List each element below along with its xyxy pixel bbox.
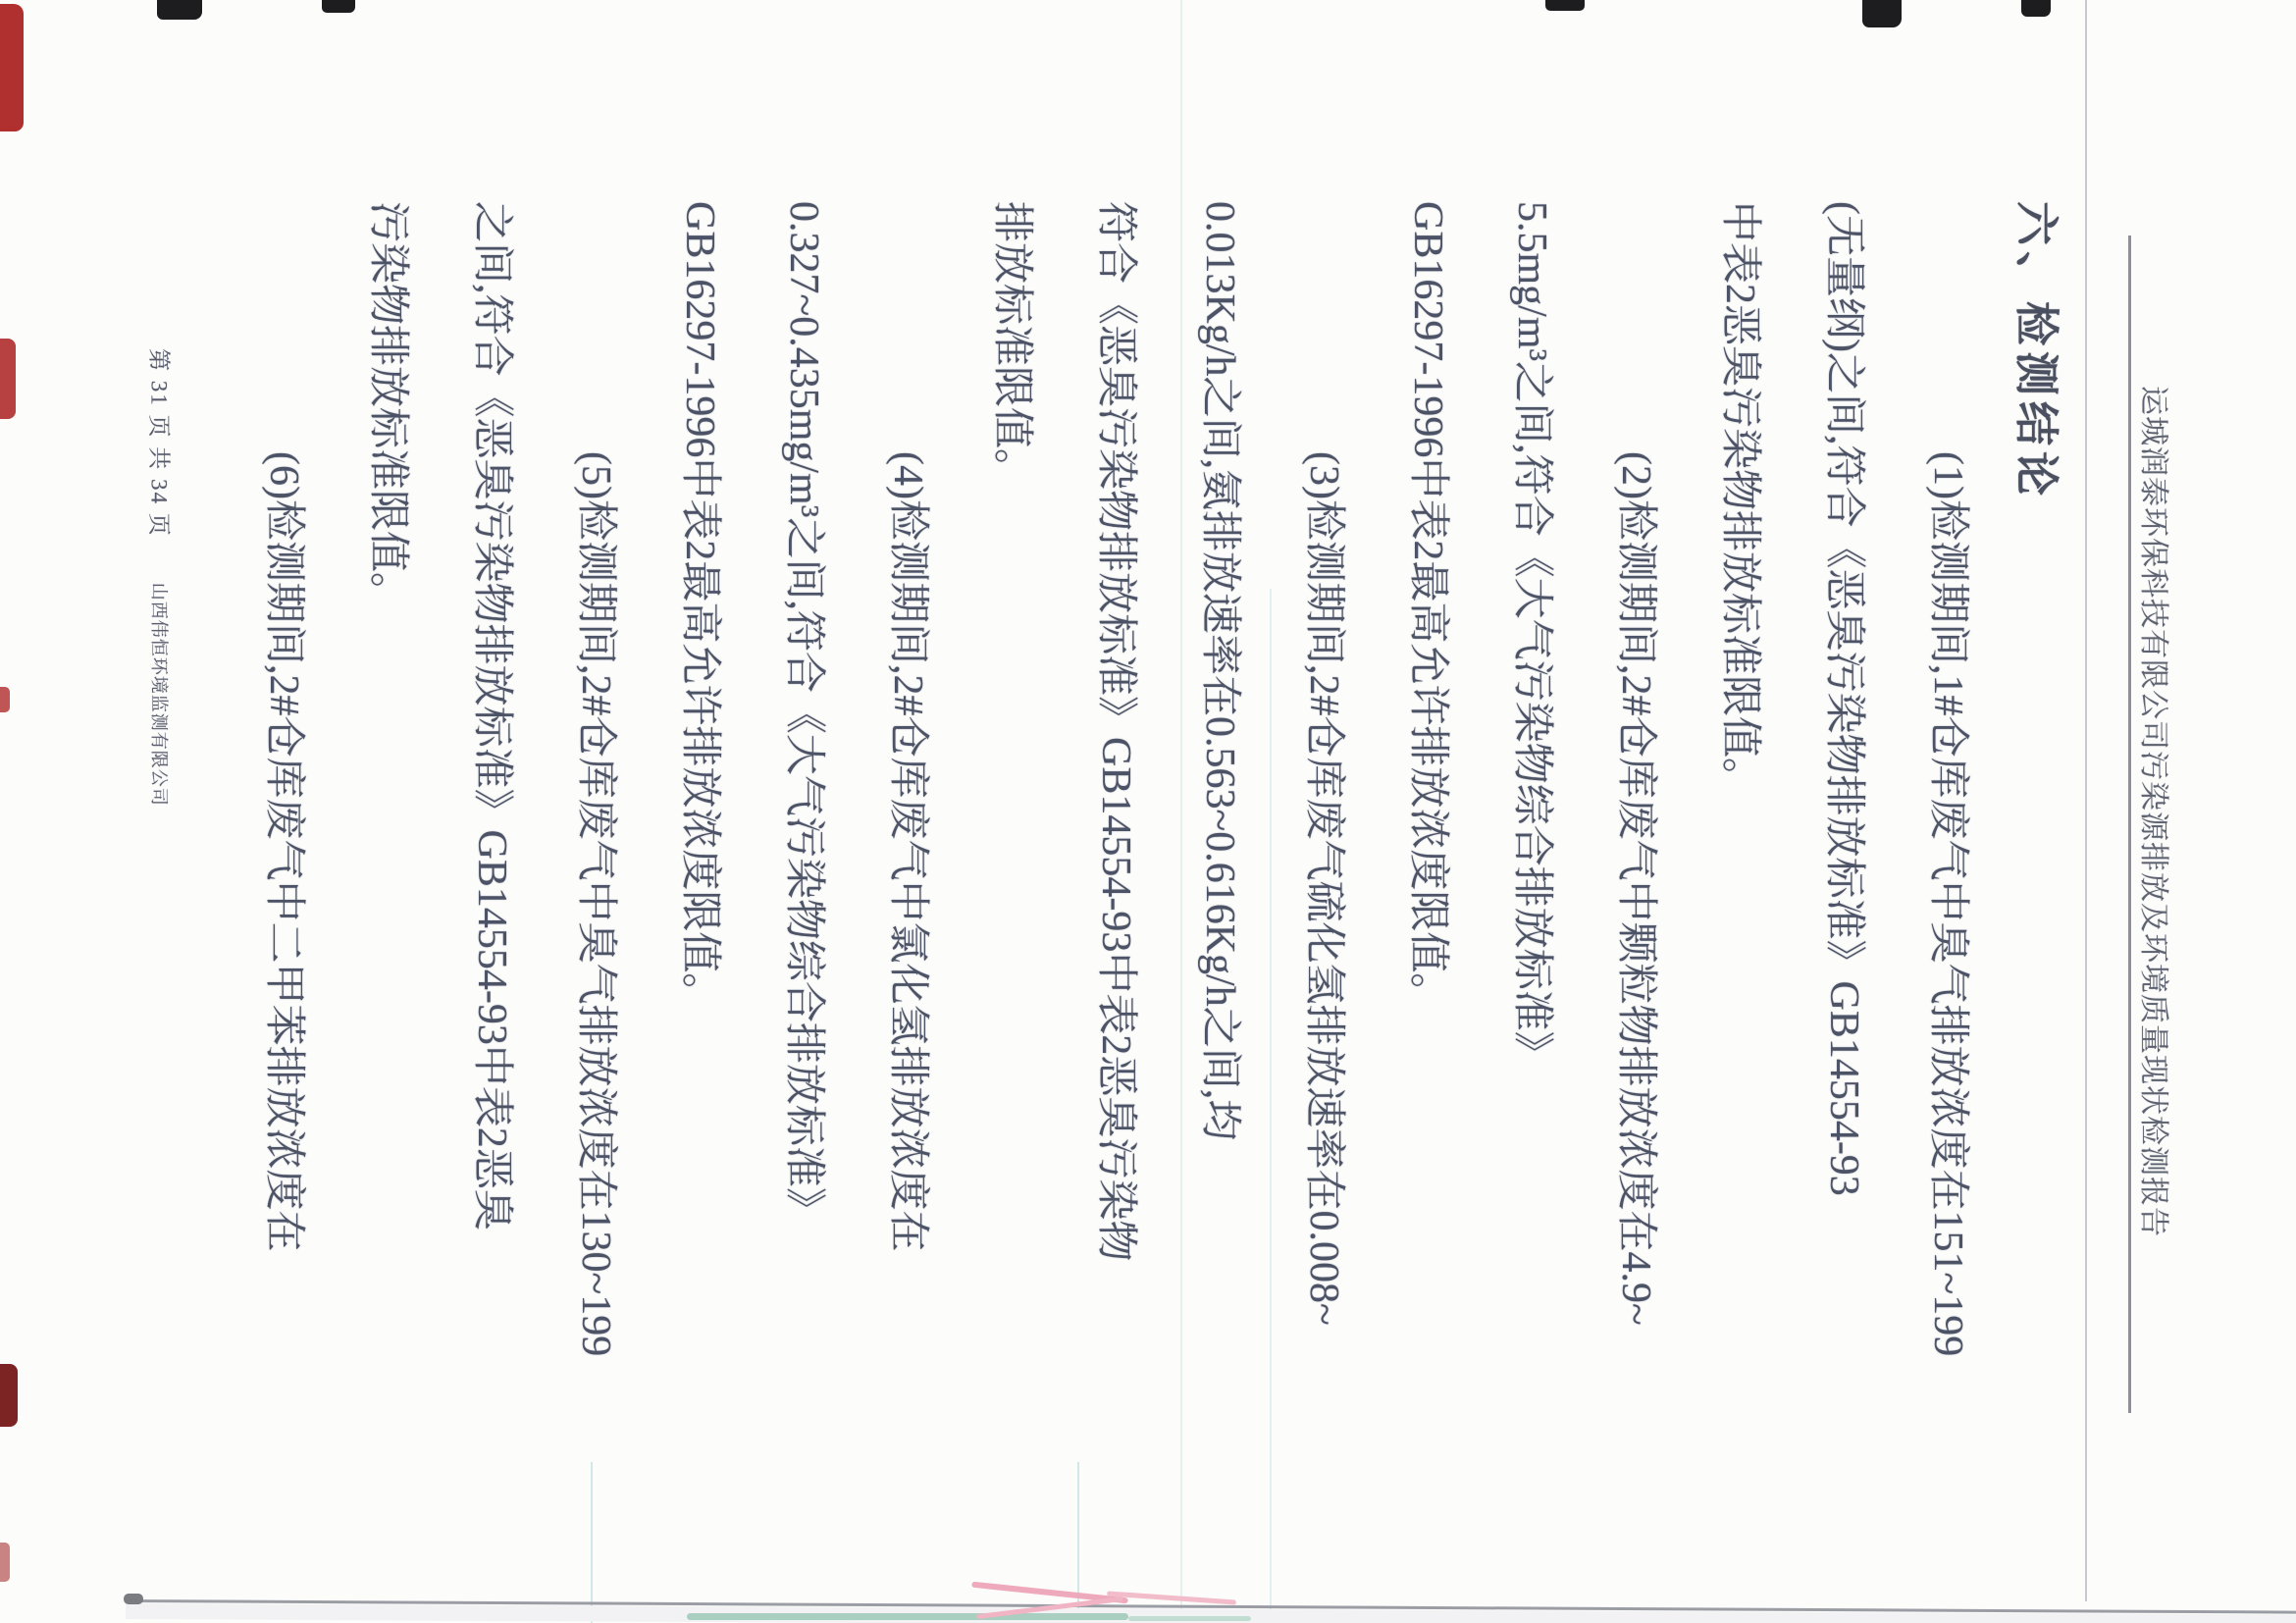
text-line: 排放标准限值。 [989, 201, 1034, 491]
scanner-streak [1077, 1462, 1079, 1623]
text-line: 符合《恶臭污染物排放标准》GB14554-93中表2恶臭污染物 [1093, 201, 1138, 1262]
conclusion-text [232, 201, 2000, 1466]
red-edge-mark [0, 4, 24, 131]
text-line: 0.327~0.435mg/m³之间,符合《大气污染物综合排放标准》 [781, 201, 826, 1229]
text-line: (5)检测期间,2#仓库废气中臭气排放浓度在130~199 [573, 451, 618, 1357]
scanner-streak [1270, 589, 1272, 1623]
scan-edge-mark [157, 0, 202, 20]
page-footer [141, 348, 177, 807]
text-line: 之间,符合《恶臭污染物排放标准》GB14554-93中表2恶臭 [469, 201, 514, 1230]
scan-edge-mark [2021, 0, 2051, 17]
red-edge-mark [0, 687, 10, 712]
footer-company-name: 山西伟恒环境监测有限公司 [148, 582, 169, 807]
report-header: 运城润泰环保科技有限公司污染源排放及环境质量现状检测报告 [2137, 386, 2169, 1237]
teal-edge-strip [1128, 1616, 1251, 1621]
teal-edge-strip [687, 1613, 1128, 1620]
text-line: (6)检测期间,2#仓库废气中二甲苯排放浓度在 [261, 451, 306, 1252]
scan-edge-mark [1545, 0, 1585, 11]
text-line: 污染物排放标准限值。 [365, 201, 410, 614]
text-line: 中表2恶臭污染物排放标准限值。 [1717, 201, 1762, 800]
page-number: 第 31 页 共 34 页 [146, 348, 172, 538]
paper-edge-mark [124, 1594, 143, 1604]
text-line: 0.013Kg/h之间,氨排放速率在0.563~0.616Kg/h之间,均 [1197, 201, 1242, 1141]
scanner-streak [591, 1462, 593, 1623]
text-line: (无量纲)之间,符合《恶臭污染物排放标准》GB14554-93 [1821, 201, 1866, 1196]
header-underline [2128, 236, 2131, 1413]
text-line: (3)检测期间,2#仓库废气硫化氢排放速率在0.008~ [1301, 451, 1346, 1326]
red-edge-mark [0, 1543, 10, 1582]
text-line: GB16297-1996中表2最高允许排放浓度限值。 [677, 201, 722, 1015]
scan-edge-mark [1862, 0, 1902, 27]
text-line: (2)检测期间,2#仓库废气中颗粒物排放浓度在4.9~ [1613, 451, 1658, 1326]
text-line: 5.5mg/m³之间,符合《大气污染物综合排放标准》 [1509, 201, 1554, 1073]
red-edge-mark [0, 1364, 18, 1427]
scanner-streak [1180, 0, 1182, 1623]
red-edge-mark [0, 339, 16, 419]
scanner-line [2085, 0, 2087, 1601]
scan-edge-mark [322, 0, 355, 13]
section-title: 六、检测结论 [2011, 201, 2061, 502]
text-line: (4)检测期间,2#仓库废气中氯化氢排放浓度在 [885, 451, 930, 1252]
text-line: GB16297-1996中表2最高允许排放浓度限值。 [1405, 201, 1450, 1015]
text-line: (1)检测期间,1#仓库废气中臭气排放浓度在151~199 [1925, 451, 1970, 1357]
